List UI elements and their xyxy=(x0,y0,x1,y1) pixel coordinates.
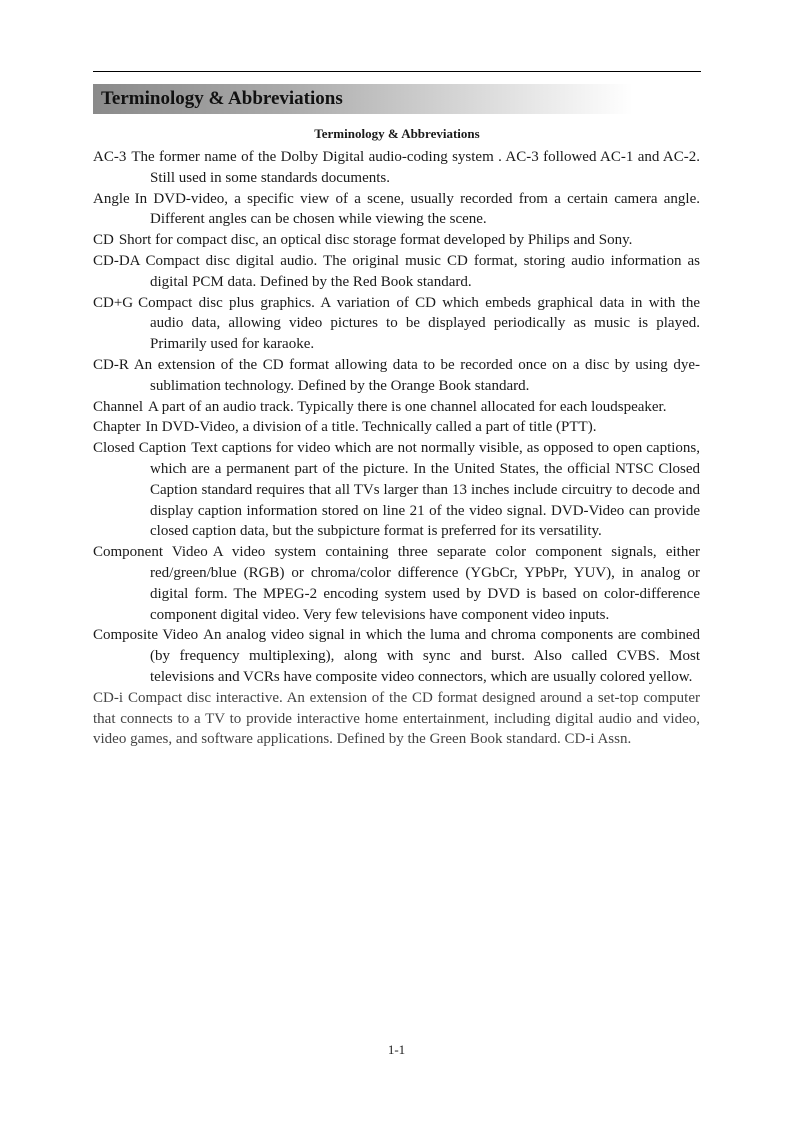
glossary-entry xyxy=(93,293,700,355)
glossary-term: Channel xyxy=(93,398,143,415)
glossary-definition: Short for compact disc, an optical disc storage format developed by Philips and Sony. xyxy=(118,232,633,249)
glossary-entry xyxy=(93,397,700,418)
glossary-term: CD-R xyxy=(93,356,129,373)
section-title: Terminology & Abbreviations xyxy=(101,88,343,109)
glossary-entry xyxy=(93,251,700,293)
glossary-term: AC-3 xyxy=(93,149,127,165)
page-number: 1-1 xyxy=(387,1042,406,1057)
glossary-entry xyxy=(93,189,700,231)
glossary-term: Chapter xyxy=(93,419,141,436)
glossary-definition: In DVD-Video, a division of a title. Technically called a part of title (PTT). xyxy=(145,419,597,436)
glossary-definition: Compact disc interactive. An extension of the CD format designed around a set-top computer that connects to a TV to provide interactive home entertainment, including digital audio and video, video games, and software applications. Defined by the Green Book standard. CD-i Assn. xyxy=(93,689,700,748)
glossary-definition: An analog video signal in which the luma and chroma components are combined (by frequency multiplexing), along with sync and burst. Also called CVBS. Most televisions and VCRs have composite video connectors, which are usually colored yellow. xyxy=(150,627,700,685)
glossary-definition: Compact disc plus graphics. A variation of CD which embeds graphical data in with the audio data, allowing video pictures to be displayed periodically as music is played. Primarily used for karaoke. xyxy=(138,294,700,353)
glossary xyxy=(93,147,700,750)
glossary-definition: The former name of the Dolby Digital audio-coding system . AC-3 followed AC-1 and AC-2. Still used in some standards documents. xyxy=(131,149,700,186)
glossary-entry xyxy=(93,542,700,625)
glossary-definition: In DVD-video, a specific view of a scene, usually recorded from a certain camera angle. Different angles can be chosen while viewing the scene. xyxy=(134,190,700,228)
glossary-term: CD-DA xyxy=(93,252,141,269)
glossary-definition: An extension of the CD format allowing data to be recorded once on a disc by using dye-sublimation technology. Defined by the Orange Book standard. xyxy=(133,356,700,394)
glossary-entry xyxy=(93,355,700,397)
glossary-entry xyxy=(93,625,700,687)
glossary-entry xyxy=(93,147,700,189)
glossary-definition: Compact disc digital audio. The original music CD format, storing audio information as digital PCM data. Defined by the Red Book standard. xyxy=(145,252,700,290)
glossary-term: Angle xyxy=(93,190,130,207)
glossary-entry xyxy=(93,417,700,438)
glossary-term: Composite Video xyxy=(93,627,199,644)
glossary-entry-cdi xyxy=(93,688,700,750)
glossary-term: CD xyxy=(93,232,114,249)
page-subtitle: Terminology & Abbreviations xyxy=(314,126,480,141)
glossary-definition: A video system containing three separate color component signals, either red/green/blue (RGB) or chroma/color difference (YGbCr, YPbPr, YUV), in analog or digital form. The MPEG-2 encoding system used by DVD is based on color-difference component digital video. Very few televisions have component video inputs. xyxy=(150,544,701,623)
glossary-entry xyxy=(93,438,700,542)
glossary-definition: A part of an audio track. Typically there is one channel allocated for each loudspeaker. xyxy=(148,398,667,415)
glossary-entry xyxy=(93,230,700,251)
glossary-term: Closed Caption xyxy=(93,440,187,457)
glossary-term: CD-i xyxy=(93,689,123,706)
section-header-bar xyxy=(93,84,633,114)
glossary-term: Component Video xyxy=(93,544,208,561)
header-rule xyxy=(93,71,701,72)
glossary-term: CD+G xyxy=(93,294,134,311)
glossary-definition: Text captions for video which are not normally visible, as opposed to open captions, which are a permanent part of the picture. In the United States, the official NTSC Closed Caption standard requires that all TVs larger than 13 inches include circuitry to decode and display caption information stored on line 21 of the video signal. DVD-Video can provide closed caption data, but the subpicture format is preferred for its versatility. xyxy=(150,440,700,540)
